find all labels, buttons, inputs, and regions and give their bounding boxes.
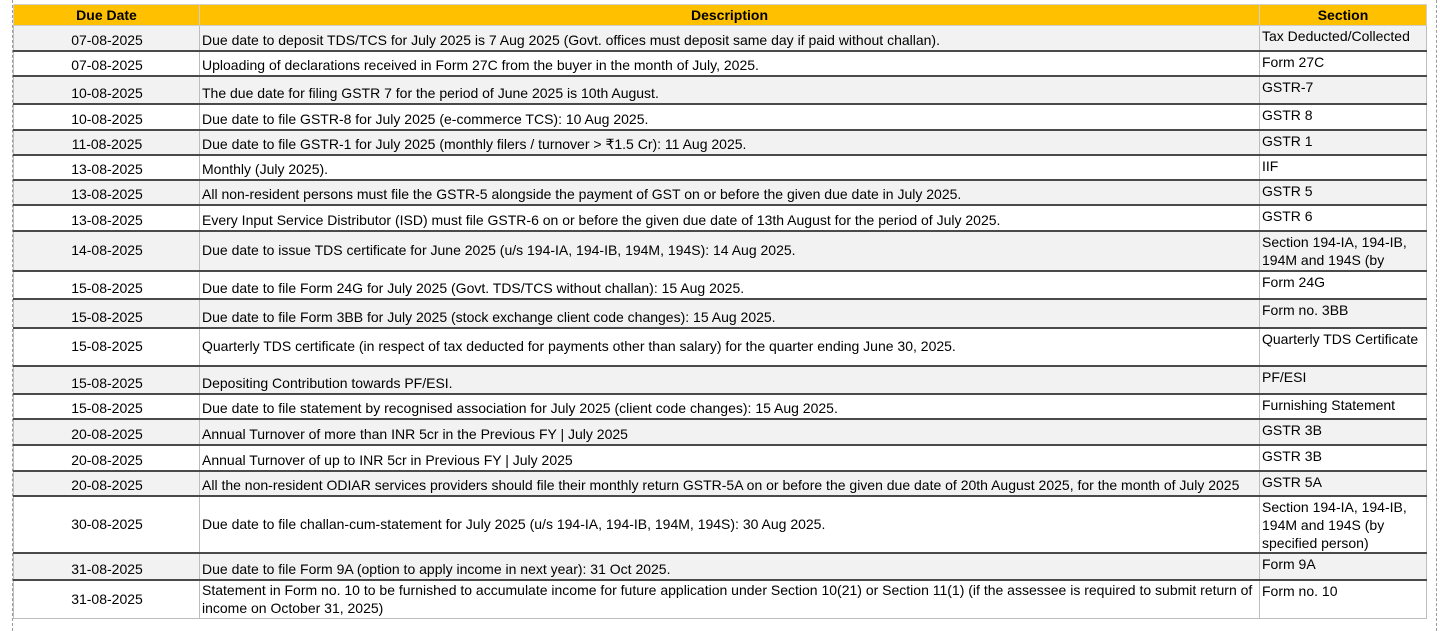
- table-row: [14, 76, 1427, 104]
- section-cell[interactable]: Form 9A: [1260, 553, 1427, 580]
- description-cell[interactable]: Due date to file Form 3BB for July 2025 (stock exchange client code changes): 15 Aug 2025.: [200, 299, 1260, 328]
- section-cell[interactable]: GSTR-7: [1260, 76, 1427, 104]
- description-cell[interactable]: Every Input Service Distributor (ISD) must file GSTR-6 on or before the given due date of 13th August for the period of July 2025.: [200, 205, 1260, 231]
- due-date-cell[interactable]: 31-08-2025: [14, 553, 200, 580]
- section-cell[interactable]: GSTR 8: [1260, 104, 1427, 130]
- description-cell[interactable]: Depositing Contribution towards PF/ESI.: [200, 366, 1260, 394]
- description-cell[interactable]: Statement in Form no. 10 to be furnished to accumulate income for future application under Section 10(21) or Section 11(1) (if the assessee is required to submit return of income on October 31, 2025): [200, 580, 1260, 619]
- section-cell[interactable]: Quarterly TDS Certificate: [1260, 328, 1427, 366]
- due-date-cell[interactable]: 15-08-2025: [14, 271, 200, 299]
- table-row: [14, 496, 1427, 553]
- section-cell[interactable]: GSTR 5A: [1260, 471, 1427, 496]
- header-row: [14, 5, 1427, 26]
- table-row: [14, 51, 1427, 76]
- description-cell[interactable]: Due date to issue TDS certificate for June 2025 (u/s 194-IA, 194-IB, 194M, 194S): 14 Aug 2025.: [200, 231, 1260, 271]
- description-cell[interactable]: Due date to file Form 9A (option to apply income in next year): 31 Oct 2025.: [200, 553, 1260, 580]
- table-row: [14, 271, 1427, 299]
- section-cell[interactable]: GSTR 5: [1260, 180, 1427, 205]
- due-date-cell[interactable]: 20-08-2025: [14, 471, 200, 496]
- section-cell[interactable]: GSTR 3B: [1260, 419, 1427, 445]
- section-cell[interactable]: GSTR 3B: [1260, 445, 1427, 471]
- description-cell[interactable]: Due date to file challan-cum-statement for July 2025 (u/s 194-IA, 194-IB, 194M, 194S): 30 Aug 2025.: [200, 496, 1260, 553]
- due-date-cell[interactable]: 20-08-2025: [14, 445, 200, 471]
- section-cell[interactable]: Furnishing Statement: [1260, 394, 1427, 419]
- description-cell[interactable]: Monthly (July 2025).: [200, 155, 1260, 180]
- header-section[interactable]: Section: [1260, 5, 1427, 26]
- description-cell[interactable]: Due date to file GSTR-8 for July 2025 (e-commerce TCS): 10 Aug 2025.: [200, 104, 1260, 130]
- description-cell[interactable]: All non-resident persons must file the GSTR-5 alongside the payment of GST on or before the given due date in July 2025.: [200, 180, 1260, 205]
- description-cell[interactable]: Annual Turnover of up to INR 5cr in Previous FY | July 2025: [200, 445, 1260, 471]
- section-cell[interactable]: GSTR 1: [1260, 130, 1427, 155]
- description-cell[interactable]: Due date to file GSTR-1 for July 2025 (monthly filers / turnover > ₹1.5 Cr): 11 Aug 2025.: [200, 130, 1260, 155]
- due-date-cell[interactable]: 20-08-2025: [14, 419, 200, 445]
- due-date-cell[interactable]: 13-08-2025: [14, 205, 200, 231]
- due-date-cell[interactable]: 30-08-2025: [14, 496, 200, 553]
- due-date-cell[interactable]: 11-08-2025: [14, 130, 200, 155]
- description-cell[interactable]: Uploading of declarations received in Form 27C from the buyer in the month of July, 2025.: [200, 51, 1260, 76]
- table-row: [14, 394, 1427, 419]
- section-cell[interactable]: Form no. 10: [1260, 580, 1427, 619]
- table-row: [14, 155, 1427, 180]
- table-row: [14, 328, 1427, 366]
- section-cell[interactable]: Form 27C: [1260, 51, 1427, 76]
- description-cell[interactable]: Quarterly TDS certificate (in respect of tax deducted for payments other than salary) for the quarter ending June 30, 2025.: [200, 328, 1260, 366]
- table-row: [14, 104, 1427, 130]
- table-row: [14, 553, 1427, 580]
- table-row: [14, 205, 1427, 231]
- description-cell[interactable]: Annual Turnover of more than INR 5cr in the Previous FY | July 2025: [200, 419, 1260, 445]
- due-date-cell[interactable]: 10-08-2025: [14, 104, 200, 130]
- due-date-cell[interactable]: 10-08-2025: [14, 76, 200, 104]
- section-cell[interactable]: PF/ESI: [1260, 366, 1427, 394]
- due-date-cell[interactable]: 31-08-2025: [14, 580, 200, 619]
- table-row: [14, 26, 1427, 51]
- page-break-guide-right: [1436, 0, 1437, 631]
- due-date-cell[interactable]: 13-08-2025: [14, 180, 200, 205]
- description-cell[interactable]: All the non-resident ODIAR services providers should file their monthly return GSTR-5A on or before the given due date of 20th August 2025, for the month of July 2025: [200, 471, 1260, 496]
- table-row: [14, 471, 1427, 496]
- section-cell[interactable]: Tax Deducted/Collected: [1260, 26, 1427, 51]
- table-row: [14, 231, 1427, 271]
- header-due-date[interactable]: Due Date: [14, 5, 200, 26]
- table-row: [14, 419, 1427, 445]
- due-date-cell[interactable]: 07-08-2025: [14, 51, 200, 76]
- due-date-cell[interactable]: 15-08-2025: [14, 299, 200, 328]
- section-cell[interactable]: Section 194-IA, 194-IB, 194M and 194S (by: [1260, 231, 1427, 271]
- section-cell[interactable]: GSTR 6: [1260, 205, 1427, 231]
- due-date-cell[interactable]: 15-08-2025: [14, 328, 200, 366]
- table-row: [14, 130, 1427, 155]
- description-cell[interactable]: The due date for filing GSTR 7 for the period of June 2025 is 10th August.: [200, 76, 1260, 104]
- table-row: [14, 445, 1427, 471]
- section-cell[interactable]: Form no. 3BB: [1260, 299, 1427, 328]
- due-date-cell[interactable]: 13-08-2025: [14, 155, 200, 180]
- due-date-cell[interactable]: 14-08-2025: [14, 231, 200, 271]
- due-date-cell[interactable]: 07-08-2025: [14, 26, 200, 51]
- section-cell[interactable]: IIF: [1260, 155, 1427, 180]
- table-row: [14, 180, 1427, 205]
- description-cell[interactable]: Due date to file statement by recognised association for July 2025 (client code changes): 15 Aug 2025.: [200, 394, 1260, 419]
- table-row: [14, 580, 1427, 619]
- due-date-cell[interactable]: 15-08-2025: [14, 394, 200, 419]
- due-date-cell[interactable]: 15-08-2025: [14, 366, 200, 394]
- section-cell[interactable]: Form 24G: [1260, 271, 1427, 299]
- due-date-table: [13, 4, 1427, 619]
- table-row: [14, 299, 1427, 328]
- header-description[interactable]: Description: [200, 5, 1260, 26]
- description-cell[interactable]: Due date to file Form 24G for July 2025 (Govt. TDS/TCS without challan): 15 Aug 2025.: [200, 271, 1260, 299]
- table-row: [14, 366, 1427, 394]
- description-cell[interactable]: Due date to deposit TDS/TCS for July 2025 is 7 Aug 2025 (Govt. offices must deposit same day if paid without challan).: [200, 26, 1260, 51]
- section-cell[interactable]: Section 194-IA, 194-IB, 194M and 194S (by specified person): [1260, 496, 1427, 553]
